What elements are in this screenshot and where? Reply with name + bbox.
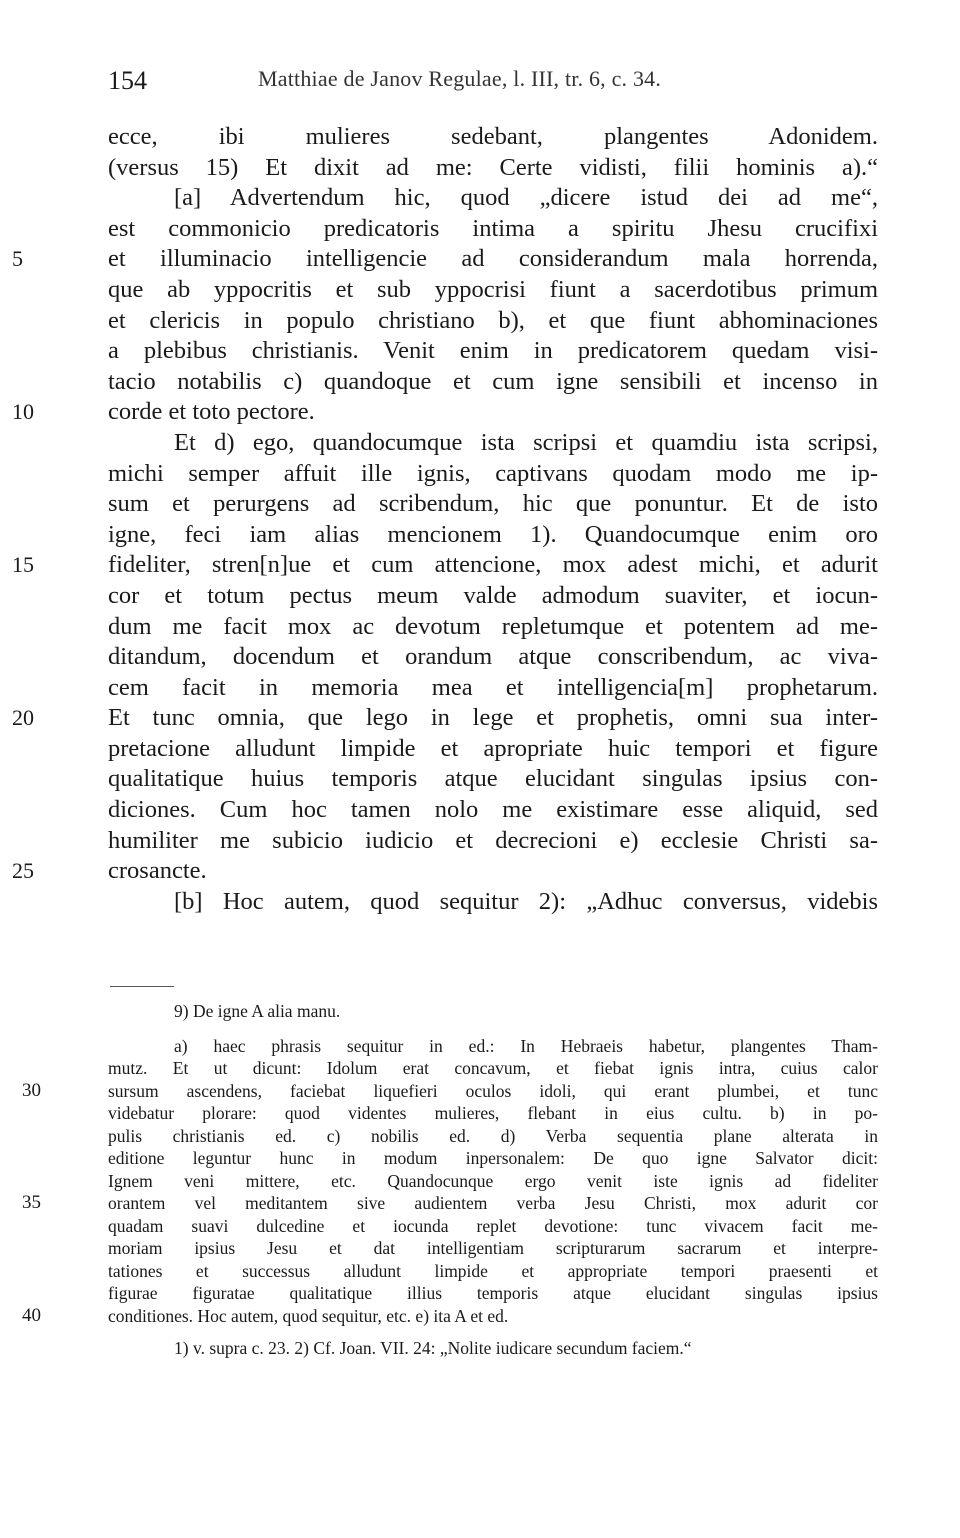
footnote-line: [108, 1125, 878, 1148]
line-text: pulis christianis ed. c) nobilis ed. d) Verba sequentia plane alterata in: [108, 1125, 878, 1146]
text-line: [108, 367, 878, 398]
line-text: et clericis in populo christiano b), et que fiunt abhominaciones: [108, 306, 878, 334]
running-head: Matthiae de Janov Regulae, l. III, tr. 6, c. 34.: [258, 66, 662, 91]
page-header: [108, 66, 878, 106]
text-line: [108, 275, 878, 306]
line-text: sursum ascendens, faciebat liquefieri oculos idoli, qui erant plumbei, et tunc: [108, 1080, 878, 1101]
line-number: 30: [22, 1079, 41, 1101]
line-number: 10: [12, 399, 34, 425]
line-text: ecce, ibi mulieres sedebant, plangentes Adonidem.: [108, 123, 878, 150]
line-text: fideliter, stren[n]ue et cum attencione, mox adest michi, et adurit: [108, 551, 878, 579]
line-text: Ignem veni mittere, etc. Quandocunque ergo venit iste ignis ad fideliter: [108, 1170, 878, 1191]
line-text: humiliter me subicio iudicio et decrecioni e) ecclesie Christi sa-: [108, 826, 878, 854]
footnote-line: [108, 1260, 878, 1283]
text-line: [12, 703, 878, 734]
line-text: 9) De igne A alia manu.: [174, 1001, 341, 1021]
text-line: [108, 642, 878, 673]
line-text: editione leguntur hunc in modum inpersonalem: De quo igne Salvator dicit:: [108, 1148, 878, 1168]
text-line: [108, 887, 878, 918]
text-line: [108, 428, 878, 459]
line-text: [b] Hoc autem, quod sequitur 2): „Adhuc conversus, videbis: [174, 887, 878, 915]
line-text: est commonicio predicatoris intima a spiritu Jhesu crucifixi: [108, 214, 878, 242]
text-line: [108, 183, 878, 214]
text-line: [108, 520, 878, 551]
line-number: 35: [22, 1192, 41, 1213]
text-line: [12, 244, 878, 275]
footnote-rule: [110, 986, 174, 987]
line-text: a plebibus christianis. Venit enim in predicatorem quedam visi-: [108, 337, 878, 365]
footnote-line: [108, 1035, 878, 1058]
line-number: 25: [12, 858, 34, 884]
footnote-line: [108, 1147, 878, 1170]
line-text: Et tunc omnia, que lego in lege et prophetis, omni sua inter-: [108, 704, 878, 732]
text-line: [12, 856, 878, 887]
line-number: 20: [12, 705, 34, 731]
text-line: [108, 122, 878, 153]
footnote-line: [108, 1337, 878, 1360]
line-text: qualitatique huius temporis atque elucidant singulas ipsius con-: [108, 765, 878, 793]
text-line: [108, 673, 878, 704]
line-number: 15: [12, 552, 34, 578]
line-text: diciones. Cum hoc tamen nolo me existimare esse aliquid, sed: [108, 796, 878, 824]
line-text: cor et totum pectus meum valde admodum suaviter, et iocun-: [108, 581, 878, 609]
text-line: [108, 153, 878, 184]
line-text: ditandum, docendum et orandum atque conscribendum, ac viva-: [108, 643, 878, 671]
footnote-line: [108, 1057, 878, 1080]
text-line: [108, 826, 878, 857]
footnotes: [22, 1000, 878, 1360]
footnote-line: [108, 1237, 878, 1260]
footnote-line: [108, 1000, 878, 1023]
line-text: quadam suavi dulcedine et iocunda replet devotione: tunc vivacem facit me-: [108, 1215, 878, 1236]
line-text: igne, feci iam alias mencionem 1). Quandocumque enim oro: [108, 520, 878, 548]
line-text: (versus 15) Et dixit ad me: Certe vidisti, filii hominis a).“: [108, 153, 878, 181]
line-text: corde et toto pectore.: [108, 398, 315, 426]
line-text: dum me facit mox ac devotum repletumque et potentem ad me-: [108, 612, 878, 640]
footnote-line: [108, 1215, 878, 1238]
line-text: [a] Advertendum hic, quod „dicere istud dei ad me“,: [174, 184, 878, 212]
footnote-line: [108, 1282, 878, 1305]
line-text: que ab yppocritis et sub yppocrisi fiunt a sacerdotibus primum: [108, 275, 878, 303]
line-text: crosancte.: [108, 857, 207, 885]
text-line: [108, 764, 878, 795]
line-text: moriam ipsius Jesu et dat intelligentiam scripturarum sacrarum et interpre-: [108, 1238, 878, 1258]
line-text: orantem vel meditantem sive audientem verba Jesu Christi, mox adurit cor: [108, 1193, 878, 1213]
line-text: tationes et successus alludunt limpide et appropriate tempori praesenti et: [108, 1260, 878, 1281]
line-text: conditiones. Hoc autem, quod sequitur, etc. e) ita A et ed.: [108, 1305, 509, 1326]
line-text: cem facit in memoria mea et intelligencia[m] prophetarum.: [108, 673, 878, 701]
text-line: [12, 397, 878, 428]
line-text: tacio notabilis c) quandoque et cum igne sensibili et incenso in: [108, 367, 878, 395]
footnote-line: [108, 1170, 878, 1193]
line-text: michi semper affuit ille ignis, captivans quodam modo me ip-: [108, 459, 878, 487]
text-line: [108, 734, 878, 765]
line-text: et illuminacio intelligencie ad considerandum mala horrenda,: [108, 245, 878, 273]
footnote-line: [22, 1304, 878, 1328]
line-text: a) haec phrasis sequitur in ed.: In Hebraeis habetur, plangentes Tham-: [174, 1035, 878, 1056]
text-line: [12, 550, 878, 581]
text-line: [108, 581, 878, 612]
footnote-line: [108, 1102, 878, 1125]
text-line: [108, 612, 878, 643]
text-line: [108, 214, 878, 245]
text-line: [108, 336, 878, 367]
text-line: [108, 489, 878, 520]
line-text: sum et perurgens ad scribendum, hic que ponuntur. Et de isto: [108, 490, 878, 518]
line-text: 1) v. supra c. 23. 2) Cf. Joan. VII. 24: „Nolite iudicare secundum faciem.“: [174, 1338, 692, 1358]
line-text: pretacione alludunt limpide et apropriate huic tempori et figure: [108, 734, 878, 762]
page-number: 154: [108, 66, 147, 95]
line-text: figurae figuratae qualitatique illius temporis atque elucidant singulas ipsius: [108, 1283, 878, 1303]
footnote-line: [22, 1079, 878, 1103]
line-text: videbatur plorare: quod videntes mulieres, flebant in eius cultu. b) in po-: [108, 1103, 878, 1123]
footnote-line: [22, 1192, 878, 1215]
line-number: 5: [12, 246, 23, 272]
text-line: [108, 795, 878, 826]
line-text: Et d) ego, quandocumque ista scripsi et quamdiu ista scripsi,: [174, 428, 878, 456]
main-text: [12, 122, 878, 917]
line-number: 40: [22, 1304, 41, 1326]
text-line: [108, 306, 878, 337]
text-line: [108, 459, 878, 490]
line-text: mutz. Et ut dicunt: Idolum erat concavum, et fiebat ignis intra, cuius calor: [108, 1058, 878, 1078]
